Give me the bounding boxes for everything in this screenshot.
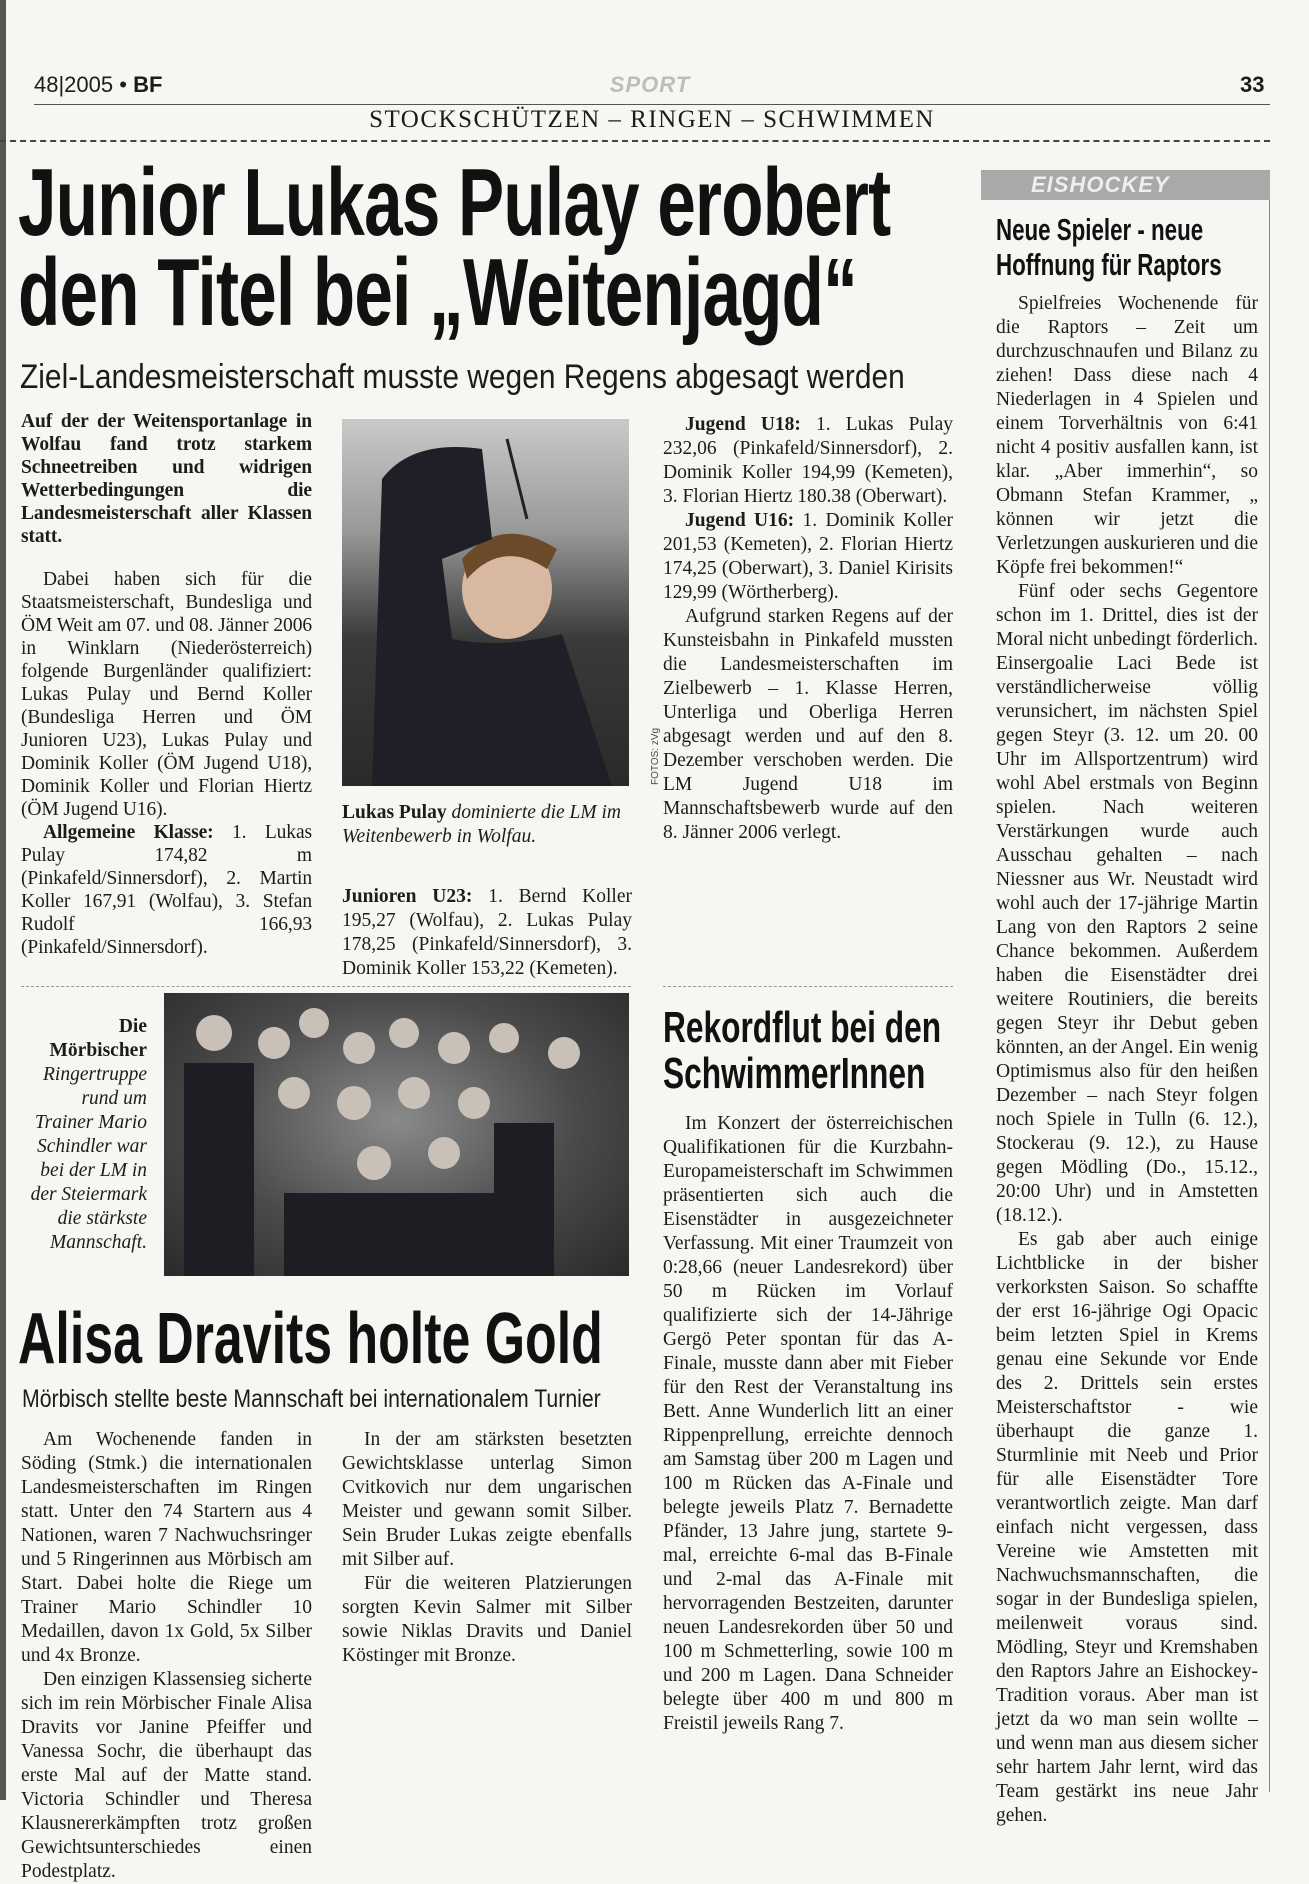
photo-credit: FOTOS: zVg [650,727,661,785]
paragraph: In der am stärksten besetzten Gewichtsklasse unterlag Simon Cvitkovich nur dem ungarischen Meister und gewann somit Silber. Sein Bruder Lukas zeigte ebenfalls mit Silber auf. [342,1429,632,1570]
ringen-headline: Alisa Dravits holte Gold [18,1299,603,1379]
header-rule [34,104,1270,105]
bullet: • [119,72,127,97]
schwimmen-body [663,1112,953,1736]
sidebar-category: EISHOCKEY [981,170,1270,200]
issue-info [34,72,162,98]
sidebar-body [996,292,1258,1828]
paragraph: Es gab aber auch einige Lichtblicke in der bisher verkorksten Saison. So schaffte der erst 16-jährige Ogi Opacic beim letzten Spiel in Krems genau eine Sekunde vor Ende des 2. Drittels sein erstes Meisterschaftstor - wie überhaupt die ganze 1. Sturmlinie mit Neeb und Prior für alle Eisenstädter Tore verantwortlich zeigte. Man darf einfach nicht vergessen, dass Vereine wie Amstetten mit Nachwuchsmannschaften, die sogar in der Bundesliga spielen, meilenweit voraus sind. Mödling, Steyr und Kremshaben den Raptors Jahre an Eishockey-Tradition voraus. Aber man ist jetzt da wo man sein wollte – und wenn man aus diesem sicher sehr hartem Jahr lernt, wird das Team gestärkt ins neue Jahr gehen. [996,1229,1258,1826]
photo-illustration [164,993,629,1276]
paragraph [21,821,312,959]
paragraph [663,413,953,509]
result-text: 1. Dominik Koller 201,53 (Kemeten), 2. Florian Hiertz 174,25 (Oberwart), 3. Daniel Kirisits 129,99 (Wörtherberg). [663,510,953,603]
article-divider [21,986,631,987]
main-headline [18,149,891,346]
team-photo-caption [21,1015,147,1255]
paragraph: Im Konzert der österreichischen Qualifikationen für die Kurzbahn-Europameisterschaft im Schwimmen präsentierten sich auch die Eisenstädter in ausgezeichneter Verfassung. Mit einer Traumzeit von 0:28,66 (neuer Landesrekord) über 50 m Rücken im Vorlauf qualifizierte sich der 14-Jährige Gergö Peter spontan für das A-Finale, musste dann aber mit Fieber für den Rest der Veranstaltung ins Bett. Anne Wunderlich litt an einer Rippenprellung, erreichte dennoch am Samstag über 200 m Lagen und 100 m Rücken das A-Finale und belegte jeweils Platz 7. Bernadette Pfänder, 13 Jahre jung, startete 9-mal, erreichte 6-mal das B-Finale und 2-mal das A-Finale mit hervorragenden Bestzeiten, darunter neuen Landesrekorden über 50 und 100 m Schmetterling, sowie 100 m und 200 m Lagen. Dana Schneider belegte über 400 m und 800 m Freistil jeweils Rang 7. [663,1113,953,1734]
caption-text: Ringertruppe rund um Trainer Mario Schindler war bei der LM in der Steiermark die stärkste Mannschaft. [30,1064,147,1253]
result-label: Jugend U16: [685,510,795,531]
caption-text: dominierte die LM im Weitenbewerb in Wolfau. [342,802,621,847]
main-article-col3 [663,413,953,845]
headline-line: Hoffnung für Raptors [996,247,1222,282]
ringen-col1 [21,1428,312,1882]
lead-paragraph: Auf der der Weitensportanlage in Wolfau fand trotz starkem Schneetreiben und widrigen Wetterbedingungen die Landesmeisterschaft aller Klassen statt. [21,411,312,547]
ringen-col2 [342,1428,632,1668]
result-label: Junioren U23: [342,886,473,907]
result-text: 1. Bernd Koller 195,27 (Wolfau), 2. Lukas Pulay 178,25 (Pinkafeld/Sinnersdorf), 3. Dominik Koller 153,22 (Kemeten). [342,886,632,979]
lukas-pulay-photo [342,419,629,786]
result-text: 1. Lukas Pulay 232,06 (Pinkafeld/Sinnersdorf), 2. Dominik Koller 194,99 (Kemeten), 3. Florian Hiertz 180.38 (Oberwart). [663,414,953,507]
headline-line: Rekordflut bei den [663,1003,942,1052]
page-number: 33 [1240,72,1265,97]
article-divider [663,986,953,987]
result-label: Jugend U18: [685,414,801,435]
section-label: SPORT [609,72,691,97]
main-article-col1 [21,410,312,959]
publication-name: BF [133,72,163,97]
paragraph: Dabei haben sich für die Staatsmeisterschaft, Bundesliga und ÖM Weit am 07. und 08. Jänner 2006 in Winklarn (Niederösterreich) folgende Burgenländer qualifiziert: Lukas Pulay und Bernd Koller (Bundesliga Herren und ÖM Junioren U23), Lukas Pulay und Dominik Koller (ÖM Jugend U18), Dominik Koller und Florian Hiertz (ÖM Jugend U16). [21,569,312,820]
result-label: Allgemeine Klasse: [43,822,214,843]
main-subheadline: Ziel-Landesmeisterschaft musste wegen Regens abgesagt werden [20,358,905,396]
moerbisch-team-photo [164,993,629,1276]
paragraph: Fünf oder sechs Gegentore schon im 1. Drittel, dies ist der Moral nicht unbedingt förderlich. Einsergoalie Laci Bede ist verständlicherweise völlig verunsichert, im nächsten Spiel gegen Steyr (3. 12. um 20. 00 Uhr im Allsportzentrum) wird wohl Abel erstmals von Beginn spielen. Nach weiteren Verstärkungen wurde auch Ausschau gehalten – nach Niessner aus Wr. Neustadt wird wohl auch der 17-jährige Martin Lang von den Raptors 2 seine Chance bekommen. Außerdem haben die Eisenstädter drei weitere Routiniers, die bereits gegen Steyr ihr Debut geben könnten, an der Angel. Ein wenig Optimismus also für den heißen Dezember – nach Steyr folgen noch Spiele in Tulln (6. 12.), Stockerau (9. 12.), zu Hause gegen Mödling (Do., 15.12., 20:00 Uhr) und in Amstetten (18.12.). [996,581,1258,1226]
scan-edge [0,0,6,1800]
main-article-col2 [342,885,632,981]
caption-name: Lukas Pulay [342,802,447,823]
section-divider [0,140,1270,142]
paragraph [342,885,632,981]
paragraph: Aufgrund starken Regens auf der Kunsteisbahn in Pinkafeld mussten die Landesmeisterschaften im Zielbewerb – 1. Klasse Herren, Unterliga und Oberliga Herren abgesagt werden und auf den 8. Dezember verschoben werden. Die LM Jugend U18 im Mannschaftsbewerb wurde auf den 8. Jänner 2006 verlegt. [663,606,953,843]
schwimmen-headline [663,1005,941,1097]
caption-name: Die Mörbischer [49,1016,147,1061]
paragraph: Am Wochenende fanden in Söding (Stmk.) die internationalen Landesmeisterschaften im Ringen statt. Unter den 74 Startern aus 4 Nationen, waren 7 Nachwuchsringer und 5 Ringerinnen aus Mörbisch am Start. Dabei holte die Riege um Trainer Mario Schindler 10 Medaillen, davon 1x Gold, 5x Silber und 4x Bronze. [21,1429,312,1666]
headline-line: Junior Lukas Pulay erobert [18,149,891,256]
photo-illustration [342,419,629,786]
paragraph: Für die weiteren Platzierungen sorgten Kevin Salmer mit Silber sowie Niklas Dravits und Daniel Köstinger mit Bronze. [342,1573,632,1666]
result-text: 1. Lukas Pulay 174,82 m (Pinkafeld/Sinnersdorf), 2. Martin Koller 167,91 (Wolfau), 3. Stefan Rudolf 166,93 (Pinkafeld/Sinnersdorf). [21,822,312,958]
issue-number: 48|2005 [34,72,114,97]
ringen-subheadline: Mörbisch stellte beste Mannschaft bei internationalem Turnier [22,1385,601,1413]
headline-line: Neue Spieler - neue [996,212,1204,247]
headline-line: den Titel bei „Weitenjagd“ [18,239,858,346]
section-title: STOCKSCHÜTZEN – RINGEN – SCHWIMMEN [369,106,935,133]
paragraph: Spielfreies Wochenende für die Raptors – Zeit um durchzuschnaufen und Bilanz zu ziehen! Dass diese nach 4 Niederlagen in 4 Spielen und einem Torverhältnis von 6:41 nicht 4 positiv ausfallen kann, ist klar. „Aber immerhin“, so Obmann Stefan Krammer, „ können wir jetzt die Verletzungen auskurieren und die Köpfe frei bekommen!“ [996,293,1258,578]
paragraph [663,509,953,605]
paragraph: Den einzigen Klassensieg sicherte sich im rein Mörbischer Finale Alisa Dravits vor Janine Pfeiffer und Vanessa Sochr, die überhaupt das erste Mal auf der Matte stand. Victoria Schindler und Theresa Klausnererkämpften trotz großen Gewichtsunterschiedes einen Podestplatz. [21,1669,312,1882]
photo-caption [342,801,632,849]
sidebar-headline [996,212,1222,282]
headline-line: SchwimmerInnen [663,1049,926,1098]
